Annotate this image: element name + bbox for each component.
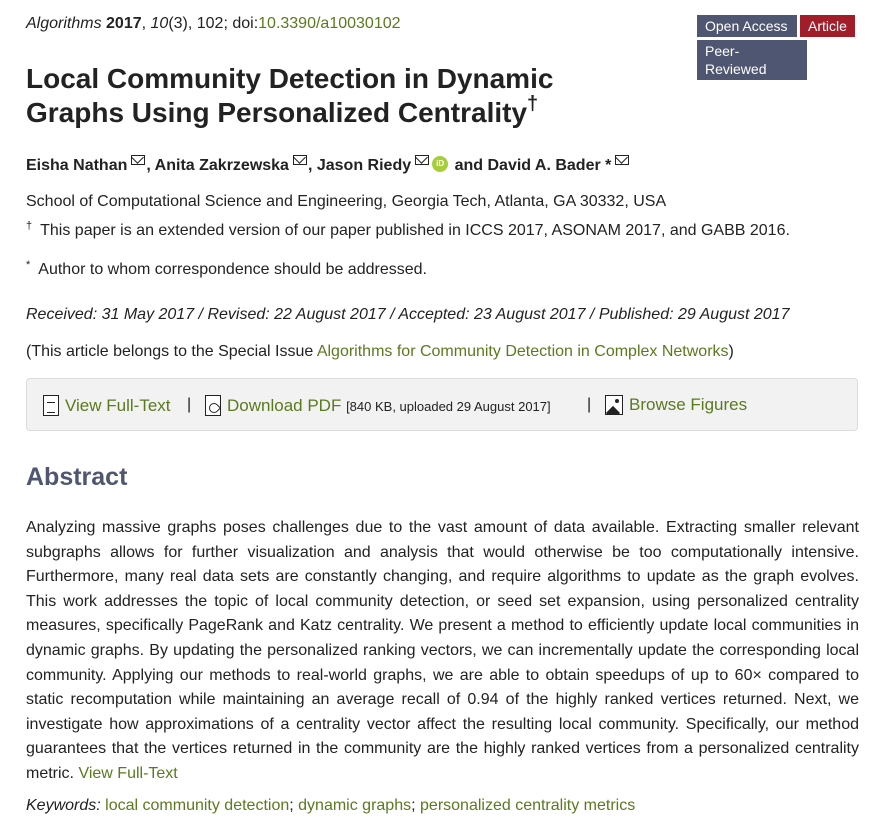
keyword-separator: ; xyxy=(289,797,294,814)
keywords xyxy=(26,797,635,815)
toolbar-separator: | xyxy=(587,396,592,413)
affiliation: School of Computational Science and Engineering, Georgia Tech, Atlanta, GA 30332, USA xyxy=(26,193,667,210)
image-icon xyxy=(605,395,623,415)
email-icon[interactable] xyxy=(293,155,307,165)
abstract-heading: Abstract xyxy=(26,463,128,491)
journal-name: Algorithms xyxy=(26,15,102,32)
dagger-note xyxy=(26,220,790,240)
document-icon xyxy=(43,395,59,416)
title-dagger: † xyxy=(527,93,539,115)
open-access-badge: Open Access xyxy=(697,15,797,37)
special-issue-link[interactable]: Algorithms for Community Detection in Complex Networks xyxy=(316,343,729,360)
abstract-text xyxy=(26,516,859,787)
abstract-body: Analyzing massive graphs poses challenges due to the vast amount of data available. Extracting smaller relevant subgraphs allows for further visualization and analysis that would otherwise be too computationally intensive. Furthermore, many real data sets are constantly changing, and require algorithms to update as the graph evolves. This work addresses the topic of local community detection, or seed set expansion, using personalized centrality measures, specifically PageRank and Katz centrality. We present a method to efficiently update local communities in dynamic graphs. By updating the personalized ranking vectors, we can incrementally update the corresponding local community. Applying our methods to real-world graphs, we are able to obtain speedups of up to 60× compared to static recomputation while maintaining an average recall of 0.94 of the highly ranked vertices returned. Next, we investigate how approximations of a centrality vector affect the resulting local community. Specifically, our method guarantees that the vertices returned in the community are the highly ranked vertices from a personalized centrality metric. xyxy=(26,519,859,782)
email-icon[interactable] xyxy=(415,155,429,165)
author-name[interactable]: Anita Zakrzewska xyxy=(154,157,289,174)
star-mark: * xyxy=(26,259,31,271)
keyword-link[interactable]: dynamic graphs xyxy=(298,797,412,814)
citation-line: Algorithms 2017, 10(3), 102; doi:10.3390/a10030102 xyxy=(26,15,401,32)
download-pdf-label: Download PDF xyxy=(227,396,342,415)
keyword-link[interactable]: local community detection xyxy=(105,797,290,814)
author-separator: , xyxy=(146,157,151,174)
toolbar-separator: | xyxy=(187,396,192,413)
email-icon[interactable] xyxy=(131,155,145,165)
keyword-separator: ; xyxy=(411,797,416,814)
special-issue-prefix: (This article belongs to the Special Issue xyxy=(26,343,317,360)
view-full-text-button[interactable] xyxy=(43,395,171,416)
citation-issue: (3), 102; doi: xyxy=(168,15,259,32)
keywords-label: Keywords: xyxy=(26,797,101,814)
publication-dates: Received: 31 May 2017 / Revised: 22 August 2017 / Accepted: 23 August 2017 / Published: 29 August 2017 xyxy=(26,306,790,323)
special-issue-suffix: ) xyxy=(728,343,734,360)
citation-volume: 10 xyxy=(150,15,169,32)
dagger-mark: † xyxy=(26,220,33,232)
email-icon[interactable] xyxy=(615,155,629,165)
keyword-link[interactable]: personalized centrality metrics xyxy=(420,797,636,814)
author-list xyxy=(26,155,630,175)
article-type-badge: Article xyxy=(800,15,855,37)
view-full-text-label: View Full-Text xyxy=(65,396,171,415)
doi-link[interactable]: 10.3390/a10030102 xyxy=(258,15,401,32)
correspondence-text: Author to whom correspondence should be addressed. xyxy=(38,261,427,278)
pdf-size-note: [840 KB, uploaded 29 August 2017] xyxy=(346,399,551,414)
pdf-icon xyxy=(205,395,221,416)
citation-year: 2017 xyxy=(106,15,142,32)
correspondence-note xyxy=(26,259,427,279)
abstract-full-text-link[interactable]: View Full-Text xyxy=(78,764,178,782)
dagger-note-text: This paper is an extended version of our paper published in ICCS 2017, ASONAM 2017, and GABB 2016. xyxy=(40,222,790,239)
author-and: and xyxy=(454,157,484,174)
orcid-icon[interactable]: iD xyxy=(432,156,448,172)
peer-reviewed-badge: Peer-Reviewed xyxy=(697,40,807,80)
title-line-1: Local Community Detection in Dynamic xyxy=(26,63,554,94)
browse-figures-button[interactable] xyxy=(605,395,747,415)
author-separator: , xyxy=(307,157,313,174)
author-name[interactable]: David A. Bader * xyxy=(487,157,612,174)
author-name[interactable]: Eisha Nathan xyxy=(26,157,128,174)
browse-figures-label: Browse Figures xyxy=(629,395,748,414)
article-toolbar xyxy=(26,378,858,431)
title-line-2: Graphs Using Personalized Centrality xyxy=(26,97,528,128)
special-issue-note xyxy=(26,343,734,361)
article-title xyxy=(26,62,666,130)
author-name[interactable]: Jason Riedy xyxy=(316,157,412,174)
download-pdf-button[interactable] xyxy=(205,395,551,416)
